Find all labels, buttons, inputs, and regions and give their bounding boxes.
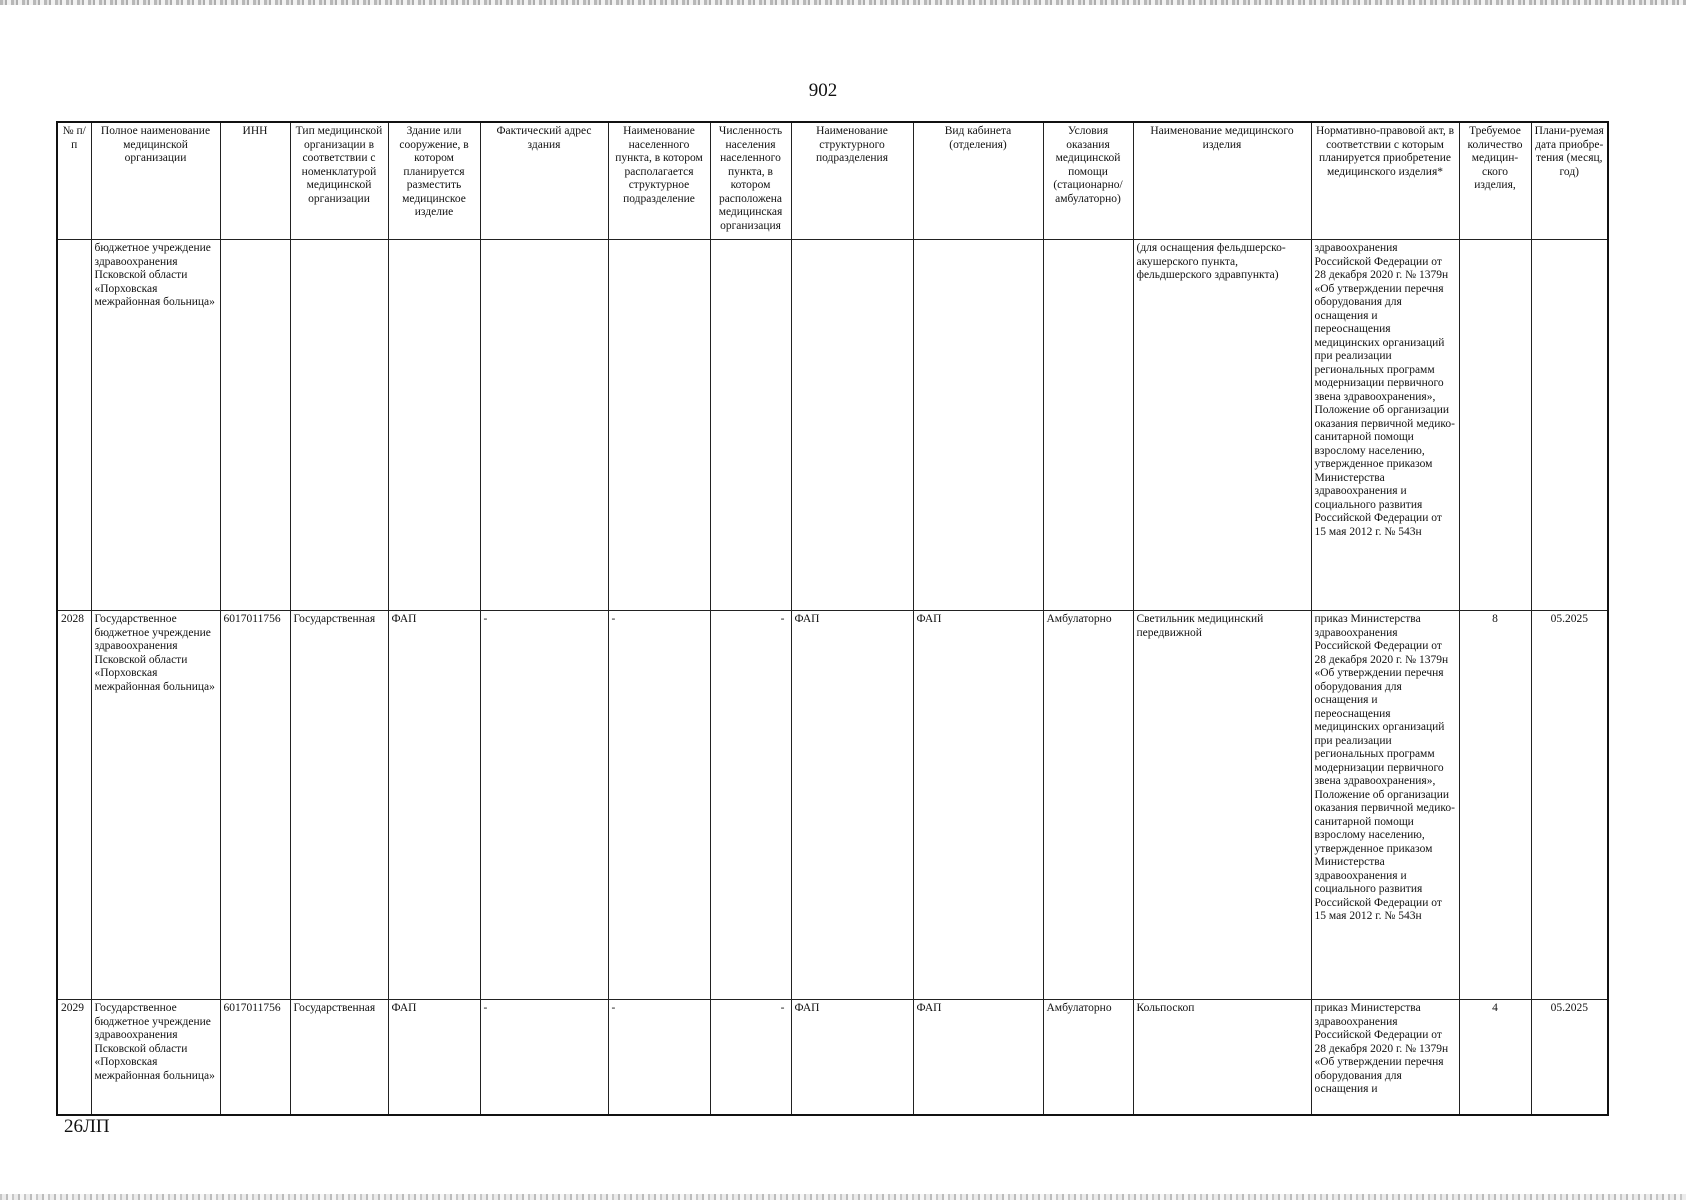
cell-address: [480, 240, 608, 611]
cell-date: 05.2025: [1531, 1000, 1608, 1116]
table-row-continuation: [57, 240, 1608, 611]
cell-conditions: Амбулаторно: [1043, 611, 1133, 1000]
cell-settlement: [608, 240, 710, 611]
cell-date: [1531, 240, 1608, 611]
page-number: 902: [808, 80, 838, 101]
scan-edge-top: [0, 0, 1686, 5]
cell-conditions: Амбулаторно: [1043, 1000, 1133, 1116]
cell-org-name: Государственное бюджетное учреждение здравоохранения Псковской области «Порховская межрайонная больница»: [91, 611, 220, 1000]
cell-building: [388, 240, 480, 611]
header-settlement: Наименование населенного пункта, в котором располагается структурное подразделение: [608, 122, 710, 240]
cell-population: [710, 240, 791, 611]
cell-conditions: [1043, 240, 1133, 611]
cell-org-type: Государственная: [290, 1000, 388, 1116]
header-org-name: Полное наименование медицинской организации: [91, 122, 220, 240]
header-num: № п/п: [57, 122, 91, 240]
cell-device-name: (для оснащения фельдшерско-акушерского пункта, фельдшерского здравпункта): [1133, 240, 1311, 611]
cell-date: 05.2025: [1531, 611, 1608, 1000]
cell-org-name: бюджетное учреждение здравоохранения Псковской области «Порховская межрайонная больница»: [91, 240, 220, 611]
header-address: Фактический адрес здания: [480, 122, 608, 240]
cell-org-type: Государственная: [290, 611, 388, 1000]
cell-org-type: [290, 240, 388, 611]
cell-building: ФАП: [388, 1000, 480, 1116]
cell-settlement: -: [608, 1000, 710, 1116]
cell-subdivision: ФАП: [791, 1000, 913, 1116]
cell-legal-act: приказ Министерства здравоохранения Российской Федерации от 28 декабря 2020 г. № 1379н «Об утверждении перечня оборудования для оснащения и переоснащения медицинских организаций при реализации региональных программ модернизации первичного звена здравоохранения», Положение об организации оказания первичной медико-санитарной помощи взрослому населению, утвержденное приказом Министерства здравоохранения и социального развития Российской Федерации от 15 мая 2012 г. № 543н: [1311, 611, 1459, 1000]
header-subdivision: Наименование структурного подразделения: [791, 122, 913, 240]
scan-edge-bottom: [0, 1194, 1686, 1200]
cell-cabinet: ФАП: [913, 611, 1043, 1000]
table-row: [57, 1000, 1608, 1116]
cell-num: [57, 240, 91, 611]
cell-quantity: 4: [1459, 1000, 1531, 1116]
header-date: Плани-руемая дата приобре-тения (месяц, год): [1531, 122, 1608, 240]
cell-population: -: [710, 1000, 791, 1116]
cell-cabinet: [913, 240, 1043, 611]
footer-code: 26ЛП: [64, 1116, 110, 1137]
cell-org-name: Государственное бюджетное учреждение здравоохранения Псковской области «Порховская межрайонная больница»: [91, 1000, 220, 1116]
cell-population: -: [710, 611, 791, 1000]
cell-device-name: Светильник медицинский передвижной: [1133, 611, 1311, 1000]
cell-device-name: Кольпоскоп: [1133, 1000, 1311, 1116]
cell-legal-act: здравоохранения Российской Федерации от 28 декабря 2020 г. № 1379н «Об утверждении перечня оборудования для оснащения и переоснащения медицинских организаций при реализации региональных программ модернизации первичного звена здравоохранения», Положение об организации оказания первичной медико-санитарной помощи взрослому населению, утвержденное приказом Министерства здравоохранения и социального развития Российской Федерации от 15 мая 2012 г. № 543н: [1311, 240, 1459, 611]
equipment-table: [56, 121, 1609, 1116]
header-org-type: Тип медицинской организации в соответствии с номенклатурой медицинской организации: [290, 122, 388, 240]
header-legal-act: Нормативно-правовой акт, в соответствии с которым планируется приобретение медицинского изделия*: [1311, 122, 1459, 240]
cell-settlement: -: [608, 611, 710, 1000]
cell-legal-act: приказ Министерства здравоохранения Российской Федерации от 28 декабря 2020 г. № 1379н «Об утверждении перечня оборудования для оснащения и: [1311, 1000, 1459, 1116]
cell-num: 2029: [57, 1000, 91, 1116]
header-inn: ИНН: [220, 122, 290, 240]
cell-num: 2028: [57, 611, 91, 1000]
table-row: [57, 611, 1608, 1000]
header-population: Численность населения населенного пункта, в котором расположена медицинская организация: [710, 122, 791, 240]
cell-inn: 6017011756: [220, 1000, 290, 1116]
cell-subdivision: [791, 240, 913, 611]
cell-cabinet: ФАП: [913, 1000, 1043, 1116]
header-quantity: Требуемое количество медицин-ского изделия,: [1459, 122, 1531, 240]
cell-building: ФАП: [388, 611, 480, 1000]
cell-inn: 6017011756: [220, 611, 290, 1000]
cell-address: -: [480, 1000, 608, 1116]
header-building: Здание или сооружение, в котором планируется разместить медицинское изделие: [388, 122, 480, 240]
cell-quantity: [1459, 240, 1531, 611]
cell-address: -: [480, 611, 608, 1000]
table-header-row: [57, 122, 1608, 240]
cell-subdivision: ФАП: [791, 611, 913, 1000]
cell-quantity: 8: [1459, 611, 1531, 1000]
header-conditions: Условия оказания медицинской помощи (стационарно/ амбулаторно): [1043, 122, 1133, 240]
header-device-name: Наименование медицинского изделия: [1133, 122, 1311, 240]
cell-inn: [220, 240, 290, 611]
header-cabinet: Вид кабинета (отделения): [913, 122, 1043, 240]
